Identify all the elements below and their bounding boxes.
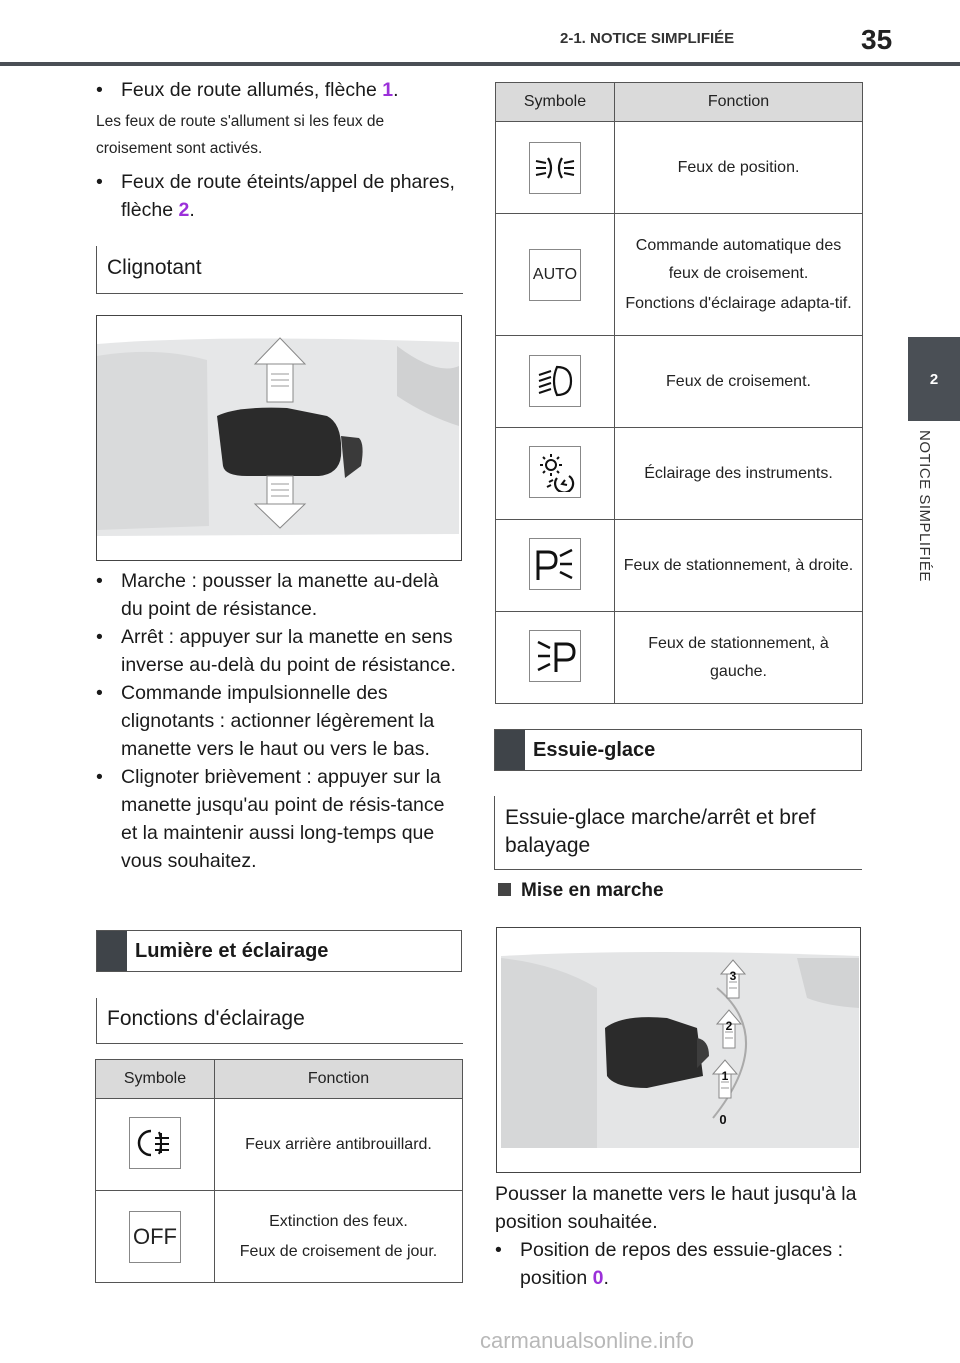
heading-bar bbox=[495, 730, 525, 770]
table-row: Feux de stationnement, à droite. bbox=[496, 520, 863, 612]
chapter-tab[interactable] bbox=[908, 337, 960, 421]
right-symbol-table bbox=[495, 82, 863, 704]
page-number: 35 bbox=[861, 24, 893, 55]
clignotant-heading: Clignotant bbox=[96, 246, 463, 294]
wiper-position-1: 1 bbox=[721, 1069, 729, 1083]
square-bullet-icon bbox=[498, 883, 511, 896]
left-symbol-table bbox=[95, 1059, 463, 1283]
list-item: • Marche : pousser la manette au-delà du point de résistance. bbox=[96, 570, 439, 620]
table-row: Feux arrière antibrouillard. bbox=[96, 1099, 463, 1191]
header-rule bbox=[0, 62, 960, 66]
wiper-rest-bullet: • Position de repos des essuie-glaces : position 0. bbox=[495, 1239, 844, 1289]
mise-en-marche-heading: Mise en marche bbox=[498, 880, 664, 902]
turn-signal-figure bbox=[96, 315, 462, 561]
arrow-number: 0 bbox=[592, 1267, 604, 1289]
instrument-lighting-icon bbox=[529, 446, 581, 498]
wiper-position-2: 2 bbox=[725, 1019, 733, 1033]
parking-light-left-icon bbox=[529, 630, 581, 682]
list-item: • Arrêt : appuyer sur la manette en sens inverse au-delà du point de résistance. bbox=[96, 626, 456, 676]
auto-icon: AUTO bbox=[529, 249, 581, 301]
column-header-symbol: Symbole bbox=[96, 1060, 215, 1099]
left-intro bbox=[96, 76, 464, 224]
arrow-number: 1 bbox=[382, 79, 394, 101]
table-row: Feux de position. bbox=[496, 122, 863, 214]
position-lights-icon bbox=[529, 142, 581, 194]
fonctions-heading: Fonctions d'éclairage bbox=[96, 998, 463, 1044]
clignotant-list bbox=[96, 567, 464, 875]
note-text: Les feux de route s'allument si les feux de croisement sont activés. bbox=[96, 113, 385, 157]
parking-light-right-icon bbox=[529, 538, 581, 590]
list-item: • Commande impulsionnelle des clignotants : actionner légèrement la manette vers le haut ou vers le bas. bbox=[96, 682, 435, 760]
table-row: Feux de croisement. bbox=[496, 336, 863, 428]
column-header-function: Fonction bbox=[215, 1060, 463, 1099]
table-row: Éclairage des instruments. bbox=[496, 428, 863, 520]
column-header-symbol: Symbole bbox=[496, 83, 615, 122]
column-header-function: Fonction bbox=[615, 83, 863, 122]
low-beam-icon bbox=[529, 355, 581, 407]
wiper-paragraph: Pousser la manette vers le haut jusqu'à la position souhaitée. bbox=[495, 1183, 857, 1233]
wiper-position-3: 3 bbox=[729, 969, 737, 983]
essuie-sub-heading: Essuie-glace marche/arrêt et bref balayage bbox=[494, 796, 862, 870]
table-row: OFF Extinction des feux. Feux de croisement de jour. bbox=[96, 1191, 463, 1283]
watermark: carmanualsonline.info bbox=[480, 1328, 695, 1353]
chapter-label: NOTICE SIMPLIFIÉE bbox=[916, 430, 933, 582]
wiper-figure bbox=[496, 927, 861, 1173]
table-row: AUTO Commande automatique des feux de croisement. Fonctions d'éclairage adapta-tif. bbox=[496, 214, 863, 336]
list-item: • Clignoter brièvement : appuyer sur la manette jusqu'au point de résis-tance et la maintenir aussi long-temps que vous souhaitez. bbox=[96, 766, 445, 872]
wiper-position-0: 0 bbox=[719, 1112, 727, 1127]
chapter-number: 2 bbox=[929, 370, 939, 388]
off-icon: OFF bbox=[129, 1211, 181, 1263]
table-row: Feux de stationnement, à gauche. bbox=[496, 612, 863, 704]
essuie-heading: Essuie-glace bbox=[494, 729, 862, 771]
section-title: 2-1. NOTICE SIMPLIFIÉE bbox=[560, 30, 735, 47]
heading-bar bbox=[97, 931, 127, 971]
bullet-high-beam-off: • Feux de route éteints/appel de phares, flèche 2. bbox=[96, 171, 455, 221]
bullet-high-beam-on: • Feux de route allumés, flèche 1. bbox=[96, 79, 399, 101]
arrow-number: 2 bbox=[178, 199, 190, 221]
lumiere-heading: Lumière et éclairage bbox=[96, 930, 462, 972]
rear-fog-light-icon bbox=[129, 1117, 181, 1169]
